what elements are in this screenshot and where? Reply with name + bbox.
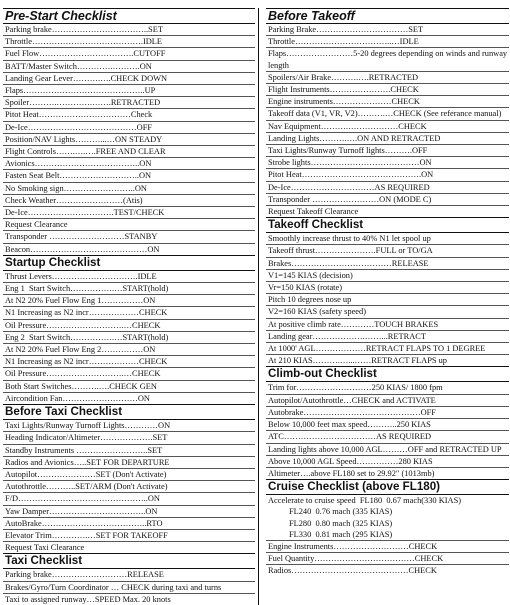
checklist-item: Below 10,000 feet max speed………..250 KIAS xyxy=(266,419,509,431)
climb-out-heading: Climb-out Checklist xyxy=(266,366,509,382)
checklist-item: Pitot Heat……………………………Check xyxy=(3,109,255,121)
checklist-item: Taxi Lights/Runway Turnoff lights……….OFF xyxy=(266,145,509,157)
checklist-item: Both Start Switches……….….CHECK GEN xyxy=(3,381,255,393)
checklist-item: De-Ice…………………………………OFF xyxy=(3,122,255,134)
takeoff-section xyxy=(266,217,509,366)
checklist-item: At N2 20% Fuel Flow Eng 2……………ON xyxy=(3,344,255,356)
checklist-item: Taxi Lights/Runway Turnoff Lights…………ON xyxy=(3,420,255,432)
checklist-item: Brakes/Gyro/Turn Coordinator … CHECK during taxi and turns xyxy=(3,582,255,594)
checklist-item: BATT/Master Switch………….……….ON xyxy=(3,61,255,73)
checklist-item: ATC……………………………AS REQUIRED xyxy=(266,431,509,443)
checklist-item: Above 10,000 AGL Speed……………280 KIAS xyxy=(266,456,509,468)
checklist-item: At positive climb rate…………TOUCH BRAKES xyxy=(266,319,509,331)
takeoff-heading: Takeoff Checklist xyxy=(266,217,509,233)
checklist-item: Flaps……………………5-20 degrees depending on winds and runway length xyxy=(266,48,509,71)
right-column xyxy=(266,8,509,577)
checklist-item: Oil Pressure……………………….…CHECK xyxy=(3,368,255,380)
checklist-item: Altimeter….above FL180 set to 29.92" (1013mb) xyxy=(268,468,435,478)
checklist-item: Aircondition Fan………………………ON xyxy=(5,393,150,403)
checklist-item: Taxi to assigned runway…SPEED Max. 20 knots xyxy=(5,594,171,604)
checklist-item: Landing gear……………….……...RETRACT xyxy=(266,331,509,343)
checklist-item: Engine Instruments………………………CHECK xyxy=(266,541,509,553)
checklist-item: Heading Indicator/Altimeter……………….SET xyxy=(3,432,255,444)
before-takeoff-section xyxy=(266,8,509,217)
checklist-item: Autopilot…………………SET (Don't Activate) xyxy=(3,469,255,481)
checklist-item: Autothrottle………..SET/ARM (Don't Activate) xyxy=(3,481,255,493)
checklist-item: Throttle……………………………..…IDLE xyxy=(266,36,509,48)
taxi-heading: Taxi Checklist xyxy=(3,553,255,569)
before-taxi-items xyxy=(3,420,255,553)
checklist-item: Eng 2 Start Switch…………….…START(hold) xyxy=(3,332,255,344)
checklist-item: Thrust Levers………………………….IDLE xyxy=(3,271,255,283)
checklist-item: Standby Instruments ……………………..SET xyxy=(3,445,255,457)
left-column xyxy=(3,8,259,605)
checklist-item: Eng 1 Start Switch…………….…START(hold) xyxy=(3,283,255,295)
checklist-item: Flight Controls…….….….FREE AND CLEAR xyxy=(3,146,255,158)
checklist-item: Spoiler……….………….…….RETRACTED xyxy=(3,97,255,109)
checklist-item: Accelerate to cruise speed FL180 0.67 mach(330 KIAS) FL240 0.76 mach (335 KIAS) FL280 0.80 mach (325 KIAS) FL330 0.81 mach (295 KIAS) xyxy=(266,495,509,541)
checklist-item: V1=145 KIAS (decision) xyxy=(266,270,509,282)
checklist-item: Pitot Heat…………………………………….ON xyxy=(266,169,509,181)
checklist-item: Beacon……………………………………ON xyxy=(5,244,160,254)
checklist-item: Transponder ……………………ON (MODE C) xyxy=(266,194,509,206)
checklist-item: Trim for………………………250 KIAS/ 1800 fpm xyxy=(266,382,509,394)
cruise-section xyxy=(266,479,509,576)
cruise-heading: Cruise Checklist (above FL180) xyxy=(266,479,509,495)
checklist-item: Autobrake……………………………………OFF xyxy=(266,407,509,419)
checklist-item: Fuel Flow…………………………….CUTOFF xyxy=(3,48,255,60)
pre-start-items xyxy=(3,24,255,255)
checklist-item: Parking brake……………………………..SET xyxy=(3,24,255,36)
taxi-items xyxy=(3,569,255,605)
checklist-item: At 210 KIAS……….…...……RETRACT FLAPS up xyxy=(268,356,447,366)
checklist-item: Yaw Damper……………………………..ON xyxy=(3,506,255,518)
checklist-item: No Smoking sign……………………..ON xyxy=(3,183,255,195)
startup-section xyxy=(3,255,255,404)
checklist-item: Oil Pressure……………………….…CHECK xyxy=(3,320,255,332)
checklist-item: Avionics………………………………..ON xyxy=(3,158,255,170)
checklist-item: De-Ice………………………….TEST/CHECK xyxy=(3,207,255,219)
checklist-item: Request Takeoff Clearance xyxy=(268,207,359,217)
checklist-item: AutoBrake………………………………..RTO xyxy=(3,518,255,530)
checklist-item: Request Clearance xyxy=(3,219,255,231)
takeoff-items xyxy=(266,233,509,366)
checklist-item: Parking Brake……………………………SET xyxy=(266,24,509,36)
checklist-item: Smoothly increase thrust to 40% N1 let spool up xyxy=(266,233,509,245)
checklist-item: Landing Gear Lever……….….CHECK DOWN xyxy=(3,73,255,85)
checklist-item: Brakes………………………………RELEASE xyxy=(266,258,509,270)
startup-items xyxy=(3,271,255,404)
before-takeoff-items xyxy=(266,24,509,217)
checklist-item: Position/NAV Lights………...…ON STEADY xyxy=(3,134,255,146)
checklist-item: N1 Increasing as N2 incr………………CHECK xyxy=(3,356,255,368)
checklist-item: Spoilers/Air Brake……….….RETRACTED xyxy=(266,72,509,84)
before-takeoff-heading: Before Takeoff xyxy=(266,8,509,24)
checklist-item: Transponder ………………………STANBY xyxy=(3,231,255,243)
checklist-item: Strobe lights…………………………………ON xyxy=(266,157,509,169)
checklist-item: Nav Equipment……….………………CHECK xyxy=(266,121,509,133)
checklist-item: De-Ice…………………………AS REQUIRED xyxy=(266,182,509,194)
checklist-item: At 1000' AGL………………RETRACT FLAPS TO 1 DEGREE xyxy=(266,343,509,355)
checklist-item: Fuel Quantity………………………………CHECK xyxy=(266,553,509,565)
checklist-item: Landing Lights……….….ON AND RETRACTED xyxy=(266,133,509,145)
checklist-item: At N2 20% Fuel Flow Eng 1……………ON xyxy=(3,295,255,307)
checklist-item: Vr=150 KIAS (rotate) xyxy=(266,282,509,294)
climb-out-items xyxy=(266,382,509,479)
checklist-item: Elevator Trim………….…SET FOR TAKEOFF xyxy=(3,530,255,542)
checklist-item: Radios and Avionics…..SET FOR DEPARTURE xyxy=(3,457,255,469)
checklist-item: Radios……………………………………CHECK xyxy=(268,566,437,576)
before-taxi-section xyxy=(3,404,255,553)
checklist-item: Engine instruments…………………CHECK xyxy=(266,96,509,108)
checklist-item: Throttle………………………………….IDLE xyxy=(3,36,255,48)
checklist-item: N1 Increasing as N2 incr………………CHECK xyxy=(3,307,255,319)
checklist-item: Flaps……………………………………..UP xyxy=(3,85,255,97)
checklist-item: Autopilot/Autothrottle…CHECK and ACTIVATE xyxy=(266,395,509,407)
checklist-item: Takeoff thrust………………….FULL or TO/GA xyxy=(266,245,509,257)
checklist-item: Check Weather……………………(Atis) xyxy=(3,195,255,207)
taxi-section xyxy=(3,553,255,605)
pre-start-section xyxy=(3,8,255,255)
before-taxi-heading: Before Taxi Checklist xyxy=(3,404,255,420)
checklist-item: Parking brake………………………RELEASE xyxy=(3,569,255,581)
checklist-item: Flight Instruments………………….CHECK xyxy=(266,84,509,96)
checklist-item: Landing lights above 10,000 AGL………OFF and RETRACTED UP xyxy=(266,444,509,456)
checklist-item: Pitch 10 degrees nose up xyxy=(266,294,509,306)
checklist-item: Fasten Seat Belt………………………..ON xyxy=(3,170,255,182)
checklist-item: V2=160 KIAS (safety speed) xyxy=(266,306,509,318)
cruise-items xyxy=(266,495,509,576)
checklist-item: Request Taxi Clearance xyxy=(5,543,85,553)
startup-heading: Startup Checklist xyxy=(3,255,255,271)
checklist-item: F/D………………………………………..ON xyxy=(3,493,255,505)
pre-start-heading: Pre-Start Checklist xyxy=(3,8,255,24)
checklist-item: Takeoff data (V1, VR, V2)……….…CHECK (See referance manual) xyxy=(266,108,509,120)
climb-out-section xyxy=(266,366,509,479)
